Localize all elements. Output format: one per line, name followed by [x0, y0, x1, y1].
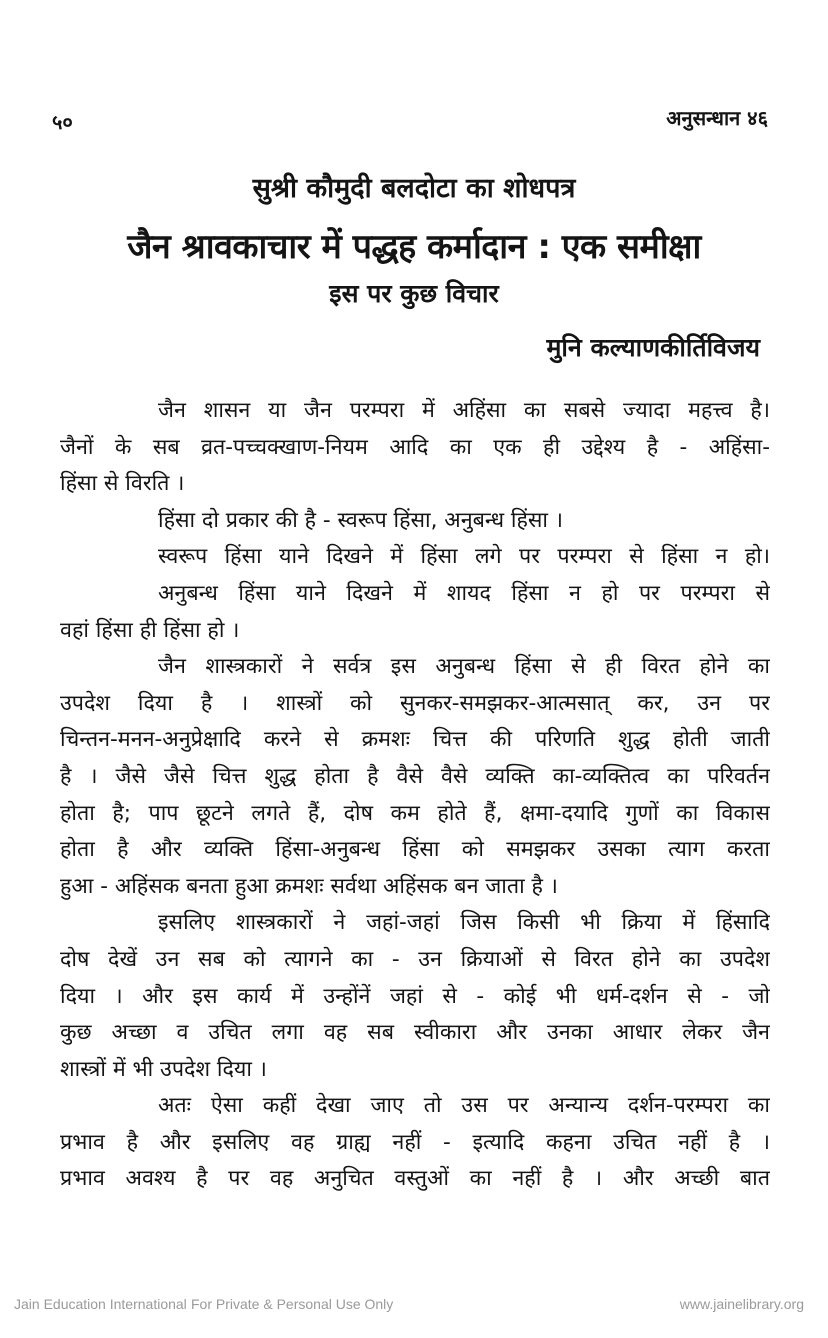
text-line: है । जैसे जैसे चित्त शुद्ध होता है वैसे वैसे व्यक्ति का-व्यक्तित्व का परिवर्तन [60, 763, 770, 789]
text-line: जैन शासन या जैन परम्परा में अहिंसा का सबसे ज्यादा महत्त्व है। [158, 398, 770, 423]
author-name: मुनि कल्याणकीर्तिविजय [546, 333, 760, 362]
footer-publisher: Jain Education International [14, 1296, 187, 1312]
text-line: होता है; पाप छूटने लगते हैं, दोष कम होते हैं, क्षमा-दयादि गुणों का विकास [60, 800, 770, 826]
text-line: होता है और व्यक्ति हिंसा-अनुबन्ध हिंसा को समझकर उसका त्याग करता [60, 837, 770, 863]
text-line: दिया । और इस कार्य में उन्होंनें जहां से - कोई भी धर्म-दर्शन से - जो [60, 983, 770, 1009]
footer-usage-note: For Private & Personal Use Only [191, 1296, 394, 1312]
text-line: वहां हिंसा ही हिंसा हो । [60, 617, 240, 643]
text-line: जैनों के सब व्रत-पच्चक्खाण-नियम आदि का एक ही उद्देश्य है - अहिंसा- [60, 434, 770, 460]
body-text [60, 393, 770, 1198]
text-line: अनुबन्ध हिंसा याने दिखने में शायद हिंसा न हो पर परम्परा से [158, 580, 770, 606]
text-line: दोष देखें उन सब को त्यागने का - उन क्रियाओं से विरत होने का उपदेश [60, 946, 770, 972]
footer-website-link[interactable]: www.jainelibrary.org [679, 1296, 804, 1312]
text-line: जैन शास्त्रकारों ने सर्वत्र इस अनुबन्ध हिंसा से ही विरत होने का [158, 654, 770, 680]
page-number: ५० [52, 110, 73, 134]
text-line: प्रभाव है और इसलिए वह ग्राह्य नहीं - इत्यादि कहना उचित नहीं है । [60, 1129, 770, 1155]
text-line: इसलिए शास्त्रकारों ने जहां-जहां जिस किसी भी क्रिया में हिंसादि [158, 910, 770, 936]
text-line: हुआ - अहिंसक बनता हुआ क्रमशः सर्वथा अहिंसक बन जाता है । [60, 873, 558, 899]
text-line: प्रभाव अवश्य है पर वह अनुचित वस्तुओं का नहीं है । और अच्छी बात [60, 1166, 770, 1192]
text-line: उपदेश दिया है । शास्त्रों को सुनकर-समझकर-आत्मसात् कर, उन पर [60, 690, 770, 716]
article-title: जैन श्रावकाचार में पद्धह कर्मादान : एक समीक्षा [127, 227, 701, 267]
text-line: शास्त्रों में भी उपदेश दिया । [60, 1056, 267, 1082]
text-line: चिन्तन-मनन-अनुप्रेक्षादि करने से क्रमशः चित्त की परिणति शुद्ध होती जाती [60, 727, 770, 753]
text-line: स्वरूप हिंसा याने दिखने में हिंसा लगे पर परम्परा से हिंसा न हो। [158, 544, 770, 570]
text-line: हिंसा से विरति । [60, 471, 185, 497]
text-line: हिंसा दो प्रकार की है - स्वरूप हिंसा, अनुबन्ध हिंसा । [158, 507, 563, 533]
running-header: अनुसन्धान ४६ [666, 106, 768, 130]
text-line: कुछ अच्छा व उचित लगा वह सब स्वीकारा और उनका आधार लेकर जैन [60, 1020, 770, 1046]
article-subtitle: इस पर कुछ विचार [329, 279, 499, 308]
article-pre-title: सुश्री कौमुदी बलदोटा का शोधपत्र [252, 173, 576, 204]
footer [0, 1296, 828, 1320]
text-line: अतः ऐसा कहीं देखा जाए तो उस पर अन्यान्य दर्शन-परम्परा का [158, 1093, 770, 1119]
